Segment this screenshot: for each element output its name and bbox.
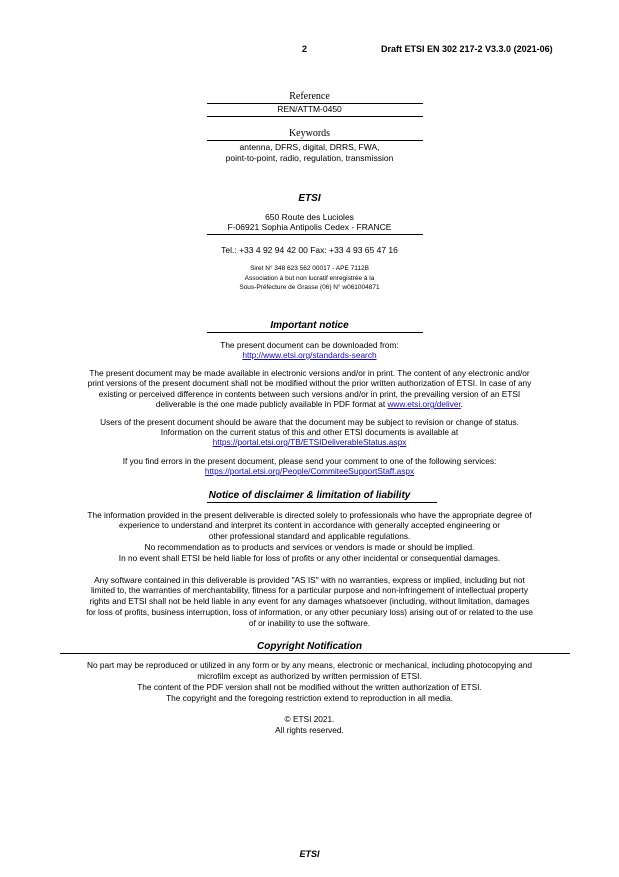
keywords-line-1: antenna, DFRS, digital, DRRS, FWA, [239, 142, 380, 152]
notice-para1-line1: The present document may be made available in electronic versions and/or in print. The content of any electronic and/or [89, 368, 530, 378]
disclaimer-p2-l5: of or inability to use the software. [248, 618, 371, 628]
org-phone: Tel.: +33 4 92 94 42 00 Fax: +33 4 93 65 47 16 [221, 245, 398, 255]
keywords-rule [207, 140, 423, 141]
reference-rule-bottom [207, 116, 423, 117]
notice-para2-line2: Information on the current status of this and other ETSI documents is available at [160, 427, 459, 437]
org-address-1: 650 Route des Lucioles [265, 212, 354, 222]
download-link[interactable]: http://www.etsi.org/standards-search [242, 350, 377, 360]
disclaimer-p2-l1: Any software contained in this deliverable is provided "AS IS" with no warranties, express or implied, including but not [94, 575, 525, 585]
status-link[interactable]: https://portal.etsi.org/TB/ETSIDeliverableStatus.aspx [212, 437, 407, 447]
notice-para1-line3: existing or perceived difference in contents between such versions and/or in print, the prevailing version of an ETSI [98, 389, 521, 399]
copyright-title: Copyright Notification [257, 641, 362, 652]
org-prefecture: Sous-Préfecture de Grasse (06) N° w061004871 [239, 284, 380, 291]
copyright-l4: The copyright and the foregoing restriction extend to reproduction in all media. [166, 693, 453, 703]
notice-para2-line1: Users of the present document should be aware that the document may be subject to revision or change of status. [100, 417, 519, 427]
keywords-label: Keywords [288, 128, 331, 139]
disclaimer-p1-l1: The information provided in the present deliverable is directed solely to professionals who have the appropriate degree of [87, 510, 532, 520]
keywords-line-2: point-to-point, radio, regulation, transmission [225, 153, 394, 163]
disclaimer-p1-l4: No recommendation as to products and services or vendors is made or should be implied. [144, 542, 475, 552]
copyright-rule [60, 653, 570, 654]
disclaimer-p1-l5: In no event shall ETSI be held liable for loss of profits or any other incidental or consequential damages. [118, 553, 501, 563]
copyright-year: © ETSI 2021. [284, 714, 335, 724]
support-link[interactable]: https://portal.etsi.org/People/CommiteeSupportStaff.aspx [204, 466, 415, 476]
disclaimer-p1-l3: other professional standard and applicable regulations. [208, 531, 411, 541]
org-siret: Siret N° 348 623 562 00017 - APE 7112B [250, 265, 369, 272]
address-rule [207, 234, 423, 235]
copyright-l1: No part may be reproduced or utilized in any form or by any means, electronic or mechanical, including photocopying and [86, 660, 533, 670]
disclaimer-p2-l2: limited to, the warranties of merchantability, fitness for a particular purpose and non-infringement of intellectual property [90, 585, 529, 595]
important-notice-rule [207, 332, 423, 333]
download-text: The present document can be downloaded from: [220, 340, 399, 350]
footer-etsi: ETSI [299, 849, 320, 859]
disclaimer-p1-l2: experience to understand and interpret its content in accordance with generally accepted engineering or [119, 520, 500, 530]
reference-value: REN/ATTM-0450 [277, 104, 342, 114]
notice-para1-line2: print versions of the present document shall not be modified without the prior written authorization of ETSI. In case of any [87, 378, 532, 388]
disclaimer-title: Notice of disclaimer & limitation of liability [208, 490, 411, 501]
org-assoc: Association à but non lucratif enregistrée à la [244, 275, 375, 282]
copyright-l3: The content of the PDF version shall not be modified without the written authorization of ETSI. [137, 682, 482, 692]
disclaimer-p2-l4: for loss of profits, business interruption, loss of information, or any other pecuniary loss) arising out of or related to the use [86, 607, 533, 617]
document-id: Draft ETSI EN 302 217-2 V3.3.0 (2021-06) [381, 44, 553, 54]
reference-label: Reference [289, 91, 330, 102]
disclaimer-rule [207, 502, 437, 503]
notice-para1-line4: deliverable is the one made publicly available in PDF format at www.etsi.org/deliver. [155, 399, 464, 409]
important-notice-title: Important notice [270, 320, 349, 331]
page-number: 2 [302, 44, 308, 54]
org-name: ETSI [298, 193, 321, 204]
copyright-l2: microfilm except as authorized by written permission of ETSI. [197, 671, 422, 681]
copyright-rights: All rights reserved. [275, 725, 344, 735]
notice-para3-line1: If you find errors in the present document, please send your comment to one of the following services: [122, 456, 497, 466]
deliver-link[interactable]: www.etsi.org/deliver [387, 399, 461, 409]
org-address-2: F-06921 Sophia Antipolis Cedex - FRANCE [227, 222, 392, 232]
disclaimer-p2-l3: rights and ETSI shall not be held liable in any event for any damages whatsoever (including, without limitation, damages [89, 596, 530, 606]
